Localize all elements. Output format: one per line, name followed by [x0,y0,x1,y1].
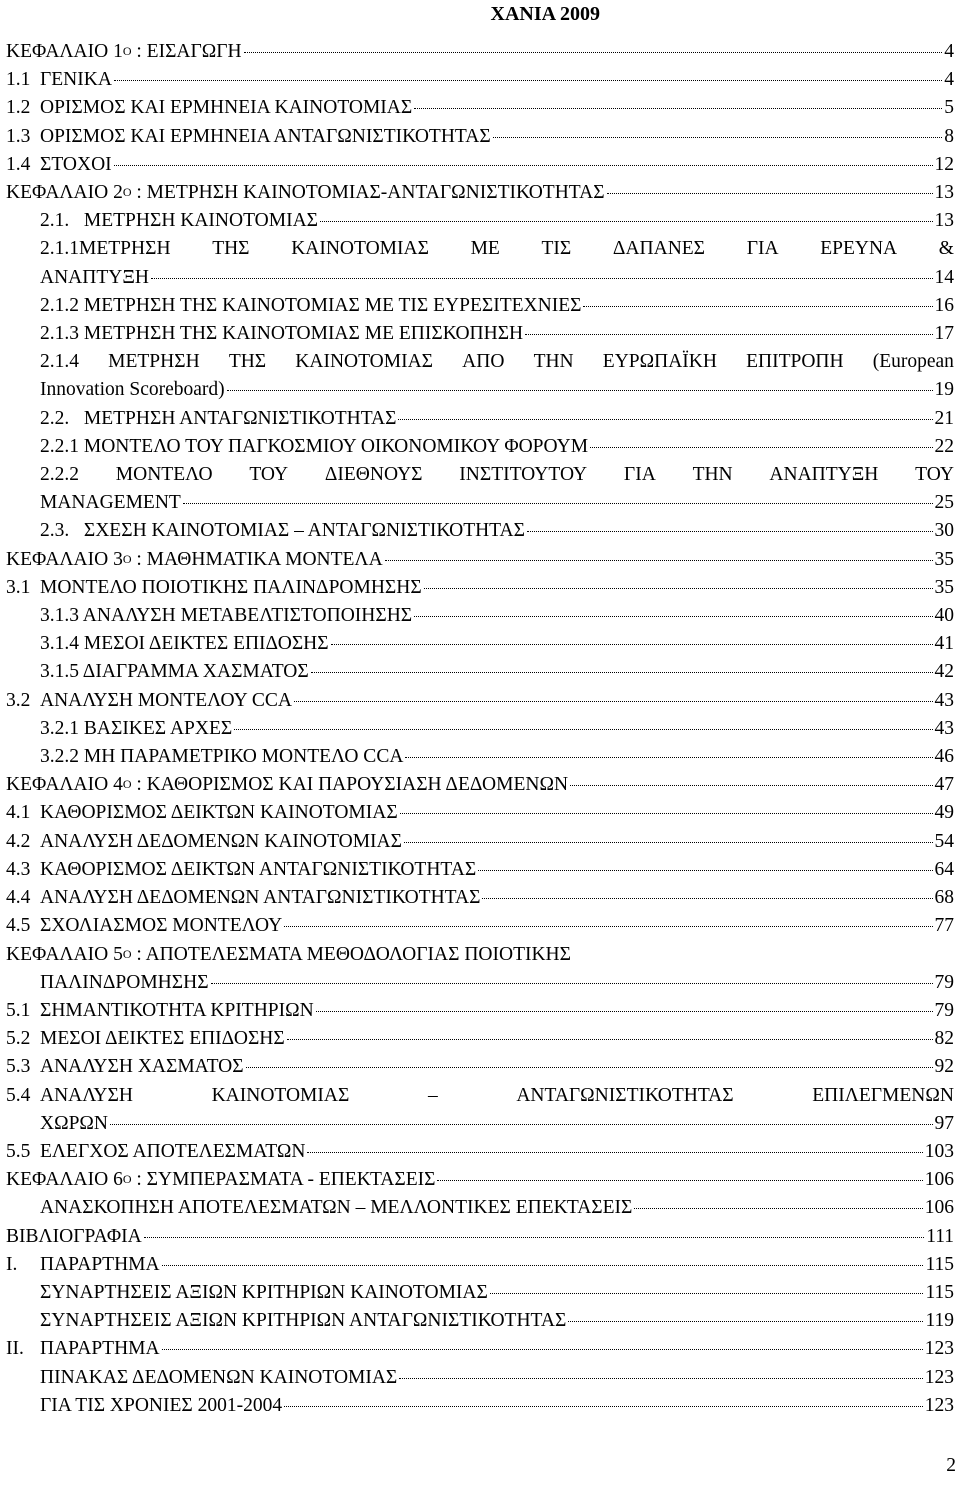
toc-entry[interactable] [6,884,954,912]
toc-page-number: 68 [934,887,954,909]
dot-leader [110,1124,933,1125]
toc-page-number: 115 [925,1253,954,1275]
toc-entry-line [6,1194,954,1222]
toc-entry[interactable] [6,715,954,743]
toc-entry[interactable] [6,912,954,940]
toc-entry-title: 3.2.1 ΒΑΣΙΚΕΣ ΑΡΧΕΣ [40,717,233,739]
toc-entry[interactable] [6,1223,954,1251]
dot-leader [527,531,933,532]
toc-entry-continuation [6,264,954,292]
dot-leader [568,1321,923,1322]
toc-entry-title: ΠΑΡΑΡΤΗΜΑ [40,1253,160,1275]
toc-entry-title: MANAGEMENT [40,492,181,514]
dot-leader [404,842,933,843]
toc-entry-line [6,94,954,122]
toc-entry-title: ΠΙΝΑΚΑΣ ΔΕΔΟΜΕΝΩΝ ΚΑΙΝΟΤΟΜΙΑΣ [40,1366,398,1388]
toc-page-number: 54 [934,830,954,852]
toc-entry-number: 1.1 [6,69,31,91]
toc-page-number: 35 [934,576,954,598]
dot-leader [144,1237,925,1238]
dot-leader [414,616,932,617]
toc-entry-word: ΑΠΟ [462,351,505,373]
dot-leader [114,80,942,81]
toc-entry[interactable] [6,771,954,799]
toc-entry-number: I. [6,1253,18,1275]
toc-entry[interactable] [6,461,954,517]
toc-entry-line [6,1025,954,1053]
toc-entry-word: 2.1.4 [40,351,79,373]
toc-page-number: 111 [926,1225,954,1247]
dot-leader [311,672,933,673]
toc-entry-line [6,687,954,715]
dot-leader [307,1152,922,1153]
toc-entry[interactable] [6,856,954,884]
toc-page-number: 79 [934,971,954,993]
toc-entry[interactable] [6,602,954,630]
toc-entry-number: 1.4 [6,153,31,175]
toc-entry-title: ΓΕΝΙΚΑ [40,69,112,91]
toc-entry-word: ΤΗΣ [212,238,250,260]
toc-entry-line [6,66,954,94]
dot-leader [316,1011,933,1012]
toc-entry[interactable] [6,1025,954,1053]
toc-page-number: 40 [934,605,954,627]
toc-entry-title: ΣΤΟΧΟΙ [40,153,112,175]
toc-page-number: 79 [934,999,954,1021]
dot-leader [607,193,933,194]
toc-entry-title: ΟΡΙΣΜΟΣ ΚΑΙ ΕΡΜΗΝΕΙΑ ΚΑΙΝΟΤΟΜΙΑΣ [40,97,413,119]
toc-entry[interactable] [6,941,954,997]
toc-page-number: 5 [944,97,954,119]
toc-entry-line [6,207,954,235]
toc-entry-continuation [6,376,954,404]
toc-entry-word: ΕΡΕΥΝΑ [820,238,898,260]
dot-leader [385,560,933,561]
toc-page-number: 47 [934,774,954,796]
toc-page-number: 8 [944,125,954,147]
toc-entry-line [6,1279,954,1307]
toc-entry-title-line [6,1082,954,1110]
toc-page-number: 92 [934,1056,954,1078]
toc-entry-word: ΜΟΝΤΕΛΟ [115,464,213,486]
toc-entry-title: : ΜΕΤΡΗΣΗ ΚΑΙΝΟΤΟΜΙΑΣ-ΑΝΤΑΓΩΝΙΣΤΙΚΟΤΗΤΑΣ [131,182,605,204]
toc-entry-line [6,828,954,856]
dot-leader [414,108,942,109]
toc-page-number: 4 [944,69,954,91]
toc-entry-title: ΑΝΑΠΤΥΞΗ [40,266,149,288]
toc-page-number: 17 [934,323,954,345]
toc-entry-title: ΣΥΝΑΡΤΗΣΕΙΣ ΑΞΙΩΝ ΚΡΙΤΗΡΙΩΝ ΑΝΤΑΓΩΝΙΣΤΙΚΟΤΗΤΑΣ [40,1310,567,1332]
chapter-label: ΚΕΦΑΛΑΙΟ 5 [6,943,123,965]
toc-entry-title: ΣΗΜΑΝΤΙΚΟΤΗΤΑ ΚΡΙΤΗΡΙΩΝ [40,999,314,1021]
toc-entry-title: 2.1.2 ΜΕΤΡΗΣΗ ΤΗΣ ΚΑΙΝΟΤΟΜΙΑΣ ΜΕ ΤΙΣ ΕΥΡΕΣΙΤΕΧΝΙΕΣ [40,294,582,316]
toc-entry-line [6,1138,954,1166]
page-number: 2 [946,1455,956,1476]
toc-entry-line [6,602,954,630]
toc-entry[interactable] [6,1251,954,1279]
dot-leader [227,390,933,391]
toc-entry-title-line [6,235,954,263]
dot-leader [294,701,933,702]
toc-page-number: 115 [925,1281,954,1303]
toc-entry-title: ΠΑΛΙΝΔΡΟΜΗΣΗΣ [40,971,209,993]
toc-entry-title: 3.1.4 ΜΕΣΟΙ ΔΕΙΚΤΕΣ ΕΠΙΔΟΣΗΣ [40,633,329,655]
toc-entry[interactable] [6,517,954,545]
toc-page-number: 19 [934,379,954,401]
toc-entry[interactable] [6,1194,954,1222]
dot-leader [405,757,932,758]
toc-entry[interactable] [6,630,954,658]
dot-leader [183,503,933,504]
toc-page-number: 25 [934,492,954,514]
toc-entry-title: : ΑΠΟΤΕΛΕΣΜΑΤΑ ΜΕΘΟΔΟΛΟΓΙΑΣ ΠΟΙΟΤΙΚΗΣ [131,943,571,965]
toc-page-number: 13 [934,210,954,232]
toc-entry-word: ΑΝΤΑΓΩΝΙΣΤΙΚΟΤΗΤΑΣ [516,1084,734,1106]
toc-entry[interactable] [6,320,954,348]
toc-entry-line [6,1053,954,1081]
toc-page-number: 77 [934,915,954,937]
toc-entry-number: 3.2 [6,689,31,711]
toc-entry-word: ΙΝΣΤΙΤΟΥΤΟΥ [459,464,588,486]
toc-entry-title: 3.1.5 ΔΙΑΓΡΑΜΜΑ ΧΑΣΜΑΤΟΣ [40,661,309,683]
toc-entry-title: 2.1.3 ΜΕΤΡΗΣΗ ΤΗΣ ΚΑΙΝΟΤΟΜΙΑΣ ΜΕ ΕΠΙΣΚΟΠΗΣΗ [40,323,524,345]
dot-leader [525,334,932,335]
toc-entry-number: 4.3 [6,858,31,880]
toc-entry-word: ΚΑΙΝΟΤΟΜΙΑΣ [211,1084,350,1106]
toc-page-number: 97 [934,1112,954,1134]
toc-entry-word: ΕΠΙΛΕΓΜΕΝΩΝ [812,1084,954,1106]
toc-entry[interactable] [6,1138,954,1166]
chapter-label: ΚΕΦΑΛΑΙΟ 3 [6,548,123,570]
toc-entry-title: Innovation Scoreboard) [40,379,225,401]
toc-entry-title: 2.3. ΣΧΕΣΗ ΚΑΙΝΟΤΟΜΙΑΣ – ΑΝΤΑΓΩΝΙΣΤΙΚΟΤΗΤΑΣ [40,520,525,542]
toc-page-number: 30 [934,520,954,542]
toc-entry-word: – [427,1084,438,1106]
toc-entry-line [6,912,954,940]
toc-entry-word: ΤΙΣ [541,238,572,260]
dot-leader [320,221,933,222]
toc-entry-word: ΤΗΝ [533,351,574,373]
toc-entry-line [6,715,954,743]
toc-entry[interactable] [6,405,954,433]
toc-page-number: 119 [925,1310,954,1332]
toc-entry-line [6,1392,954,1420]
toc-entry[interactable] [6,1082,954,1138]
dot-leader [244,52,943,53]
dot-leader [162,1349,923,1350]
chapter-label: ΚΕΦΑΛΑΙΟ 4 [6,774,123,796]
toc-entry-continuation [6,489,954,517]
toc-entry-line [6,1307,954,1335]
toc-entry-word: ΤΟΥ [915,464,954,486]
toc-entry-line [6,1364,954,1392]
toc-entry-word: (European [872,351,954,373]
dot-leader [400,813,933,814]
document-header: ΧΑΝΙΑ 2009 [490,3,600,25]
toc-entry-line: ΚΕΦΑΛΑΙΟ 5 $^O$ : ΑΠΟΤΕΛΕΣΜΑΤΑ ΜΕΘΟΔΟΛΟΓΙΑΣ ΠΟΙΟΤΙΚΗΣ [6,941,954,969]
toc-entry[interactable] [6,66,954,94]
toc-entry-title: ΚΑΘΟΡΙΣΜΟΣ ΔΕΙΚΤΩΝ ΑΝΤΑΓΩΝΙΣΤΙΚΟΤΗΤΑΣ [40,858,477,880]
toc-entry-line [6,433,954,461]
toc-entry-title: ΕΛΕΓΧΟΣ ΑΠΟΤΕΛΕΣΜΑΤΩΝ [40,1140,306,1162]
dot-leader [162,1265,924,1266]
toc-entry-line [6,630,954,658]
toc-entry-continuation [6,969,954,997]
toc-entry-title: : ΜΑΘΗΜΑΤΙΚΑ ΜΟΝΤΕΛΑ [131,548,383,570]
toc-page-number: 103 [924,1140,954,1162]
toc-entry-line [6,658,954,686]
toc-entry-line [6,1335,954,1363]
toc-entry-word: ΚΑΙΝΟΤΟΜΙΑΣ [295,351,434,373]
toc-entry-line: ΚΕΦΑΛΑΙΟ 4 $^O$ : ΚΑΘΟΡΙΣΜΟΣ ΚΑΙ ΠΑΡΟΥΣΙΑΣΗ ΔΕΔΟΜΕΝΩΝ 47 [6,771,954,799]
toc-page-number: 49 [934,802,954,824]
toc-page-number: 43 [934,717,954,739]
dot-leader [424,588,933,589]
toc-entry-word: ΔΑΠΑΝΕΣ [612,238,706,260]
toc-entry[interactable] [6,94,954,122]
dot-leader [493,137,943,138]
toc-entry[interactable] [6,433,954,461]
toc-entry-title: ΠΑΡΑΡΤΗΜΑ [40,1338,160,1360]
toc-entry[interactable] [6,151,954,179]
toc-entry-number: 5.2 [6,1028,31,1050]
toc-entry-title: ΑΝΑΣΚΟΠΗΣΗ ΑΠΟΤΕΛΕΣΜΑΤΩΝ – ΜΕΛΛΟΝΤΙΚΕΣ ΕΠΕΚΤΑΣΕΙΣ [40,1197,633,1219]
toc-page-number: 42 [934,661,954,683]
dot-leader [284,926,932,927]
toc-entry-title: ΑΝΑΛΥΣΗ ΜΟΝΤΕΛΟΥ CCA [40,689,292,711]
toc-entry-number: 5.1 [6,999,31,1021]
toc-entry[interactable] [6,179,954,207]
toc-page-number: 106 [924,1169,954,1191]
toc-entry[interactable] [6,574,954,602]
toc-entry-line [6,292,954,320]
toc-entry-word: ΑΝΑΛΥΣΗ [40,1084,133,1106]
toc-entry-word: ΕΥΡΩΠΑΪΚΗ [602,351,717,373]
toc-entry-title: ΧΩΡΩΝ [40,1112,108,1134]
toc-entry[interactable] [6,1364,954,1392]
dot-leader [114,165,933,166]
toc-entry-title: ΚΑΘΟΡΙΣΜΟΣ ΔΕΙΚΤΩΝ ΚΑΙΝΟΤΟΜΙΑΣ [40,802,398,824]
toc-page-number: 14 [934,266,954,288]
toc-entry-line [6,574,954,602]
toc-entry[interactable] [6,997,954,1025]
toc-page-number: 21 [934,407,954,429]
toc-entry[interactable] [6,38,954,66]
toc-entry-title: 2.2. ΜΕΤΡΗΣΗ ΑΝΤΑΓΩΝΙΣΤΙΚΟΤΗΤΑΣ [40,407,397,429]
dot-leader [246,1067,933,1068]
toc-entry-line [6,997,954,1025]
toc-entry-title: 3.2.2 ΜΗ ΠΑΡΑΜΕΤΡΙΚΟ ΜΟΝΤΕΛΟ CCA [40,746,404,768]
toc-page-number: 46 [934,746,954,768]
toc-entry-title: : ΕΙΣΑΓΩΓΗ [131,41,242,62]
dot-leader [399,1378,922,1379]
toc-entry[interactable] [6,687,954,715]
toc-entry[interactable] [6,1392,954,1420]
toc-entry-title: 2.2.1 ΜΟΝΤΕΛΟ ΤΟΥ ΠΑΓΚΟΣΜΙΟΥ ΟΙΚΟΝΟΜΙΚΟΥ ΦΟΡΟΥΜ [40,435,589,457]
toc-entry[interactable] [6,292,954,320]
toc-entry-number: 5.5 [6,1140,31,1162]
dot-leader [634,1208,922,1209]
toc-entry-line [6,123,954,151]
toc-entry-line [6,799,954,827]
toc-entry-line: ΚΕΦΑΛΑΙΟ 1 $^O$ : ΕΙΣΑΓΩΓΗ 4 [6,38,954,66]
toc-page-number: 12 [934,153,954,175]
toc-entry-line [6,743,954,771]
toc-entry[interactable] [6,1053,954,1081]
chapter-label: ΚΕΦΑΛΑΙΟ 2 [6,182,123,204]
toc-entry-line: ΚΕΦΑΛΑΙΟ 3 $^O$ : ΜΑΘΗΜΑΤΙΚΑ ΜΟΝΤΕΛΑ 35 [6,546,954,574]
dot-leader [287,1039,933,1040]
dot-leader [482,898,932,899]
toc-entry-line [6,1251,954,1279]
toc-entry-number: 1.2 [6,97,31,119]
toc-entry[interactable] [6,348,954,404]
toc-entry-word: ΤΗΣ [228,351,267,373]
toc-page-number: 41 [934,633,954,655]
dot-leader [590,447,932,448]
dot-leader [583,306,932,307]
toc-page-number: 43 [934,689,954,711]
toc-entry-title: : ΚΑΘΟΡΙΣΜΟΣ ΚΑΙ ΠΑΡΟΥΣΙΑΣΗ ΔΕΔΟΜΕΝΩΝ [131,774,569,796]
toc-entry-line [6,856,954,884]
toc-entry-title: : ΣΥΜΠΕΡΑΣΜΑΤΑ - ΕΠΕΚΤΑΣΕΙΣ [131,1169,436,1191]
toc-entry-word: ΤΗΝ [692,464,733,486]
toc-entry-word: & [938,238,954,260]
toc-entry-word: ΜΕΤΡΗΣΗ [108,351,200,373]
toc-entry-number: 5.4 [6,1084,31,1106]
toc-entry[interactable] [6,828,954,856]
dot-leader [211,983,933,984]
toc-entry-line [6,1223,954,1251]
toc-entry[interactable] [6,658,954,686]
toc-entry-number: 4.5 [6,915,31,937]
toc-entry[interactable] [6,1279,954,1307]
dot-leader [234,729,932,730]
dot-leader [284,1406,923,1407]
toc-entry-word: ΔΙΕΘΝΟΥΣ [324,464,423,486]
toc-page-number: 82 [934,1028,954,1050]
toc-page-number: 4 [944,41,954,62]
toc-entry-line: ΚΕΦΑΛΑΙΟ 6 $^O$ : ΣΥΜΠΕΡΑΣΜΑΤΑ - ΕΠΕΚΤΑΣΕΙΣ 106 [6,1166,954,1194]
toc-entry-title: ΣΧΟΛΙΑΣΜΟΣ ΜΟΝΤΕΛΟΥ [40,915,283,937]
toc-entry-title: ΑΝΑΛΥΣΗ ΧΑΣΜΑΤΟΣ [40,1056,244,1078]
toc-page-number: 123 [924,1366,954,1388]
chapter-label: ΚΕΦΑΛΑΙΟ 6 [6,1169,123,1191]
toc-entry-title-line [6,461,954,489]
toc-entry[interactable] [6,207,954,235]
toc-page-number: 123 [924,1338,954,1360]
toc-entry-line [6,320,954,348]
toc-entry-number: 4.4 [6,887,31,909]
toc-entry-number: 4.1 [6,802,31,824]
toc-entry-word: 2.1.1ΜΕΤΡΗΣΗ [40,238,171,260]
toc-entry-line [6,517,954,545]
toc-entry[interactable] [6,799,954,827]
toc-page-number: 106 [924,1197,954,1219]
toc-page-number: 35 [934,548,954,570]
toc-entry[interactable] [6,123,954,151]
toc-entry-word: ΤΟΥ [249,464,289,486]
toc-page-number: 64 [934,858,954,880]
toc-page-number: 123 [924,1394,954,1416]
toc-entry-title: ΟΡΙΣΜΟΣ ΚΑΙ ΕΡΜΗΝΕΙΑ ΑΝΤΑΓΩΝΙΣΤΙΚΟΤΗΤΑΣ [40,125,491,147]
toc-entry-line [6,151,954,179]
toc-entry-number: II. [6,1338,24,1360]
toc-entry-word: ΓΙΑ [746,238,779,260]
toc-entry-line [6,405,954,433]
toc-entry-title: ΑΝΑΛΥΣΗ ΔΕΔΟΜΕΝΩΝ ΑΝΤΑΓΩΝΙΣΤΙΚΟΤΗΤΑΣ [40,887,481,909]
toc-entry-title: ΣΥΝΑΡΤΗΣΕΙΣ ΑΞΙΩΝ ΚΡΙΤΗΡΙΩΝ ΚΑΙΝΟΤΟΜΙΑΣ [40,1281,488,1303]
dot-leader [331,644,933,645]
toc-entry-title: 3.1.3 ΑΝΑΛΥΣΗ ΜΕΤΑΒΕΛΤΙΣΤΟΠΟΙΗΣΗΣ [40,605,413,627]
dot-leader [437,1180,922,1181]
toc-entry-title: 2.1. ΜΕΤΡΗΣΗ ΚΑΙΝΟΤΟΜΙΑΣ [40,210,318,232]
dot-leader [490,1293,924,1294]
dot-leader [398,419,932,420]
toc-entry-title: ΜΕΣΟΙ ΔΕΙΚΤΕΣ ΕΠΙΔΟΣΗΣ [40,1028,285,1050]
toc-page-number: 13 [934,182,954,204]
toc-entry-number: 3.1 [6,576,31,598]
toc-entry[interactable] [6,1335,954,1363]
toc-entry-number: 4.2 [6,830,31,852]
toc-entry-word: 2.2.2 [40,464,79,486]
toc-entry-word: ΚΑΙΝΟΤΟΜΙΑΣ [291,238,429,260]
toc-entry[interactable] [6,235,954,291]
toc-entry[interactable] [6,1166,954,1194]
toc-entry-number: 1.3 [6,125,31,147]
toc-entry-continuation [6,1110,954,1138]
toc-entry[interactable] [6,1307,954,1335]
dot-leader [570,785,932,786]
toc-entry-word: ΜΕ [470,238,500,260]
chapter-label: ΚΕΦΑΛΑΙΟ 1 [6,41,123,62]
toc-entry-word: ΓΙΑ [623,464,656,486]
table-of-contents [6,38,954,1420]
toc-entry[interactable] [6,546,954,574]
toc-entry-title: ΓΙΑ ΤΙΣ ΧΡΟΝΙΕΣ 2001-2004 [40,1394,283,1416]
toc-page-number: 22 [934,435,954,457]
toc-entry[interactable] [6,743,954,771]
toc-page-number: 16 [934,294,954,316]
dot-leader [151,278,933,279]
dot-leader [478,870,932,871]
toc-entry-title: ΑΝΑΛΥΣΗ ΔΕΔΟΜΕΝΩΝ ΚΑΙΝΟΤΟΜΙΑΣ [40,830,402,852]
toc-entry-line [6,884,954,912]
toc-entry-line: ΚΕΦΑΛΑΙΟ 2 $^O$ : ΜΕΤΡΗΣΗ ΚΑΙΝΟΤΟΜΙΑΣ-ΑΝΤΑΓΩΝΙΣΤΙΚΟΤΗΤΑΣ 13 [6,179,954,207]
toc-entry-title-line [6,348,954,376]
toc-entry-title: ΜΟΝΤΕΛΟ ΠΟΙΟΤΙΚΗΣ ΠΑΛΙΝΔΡΟΜΗΣΗΣ [40,576,422,598]
toc-entry-word: ΑΝΑΠΤΥΞΗ [769,464,879,486]
toc-entry-title: ΒΙΒΛΙΟΓΡΑΦΙΑ [6,1225,142,1247]
toc-entry-word: ΕΠΙΤΡΟΠΗ [746,351,844,373]
toc-entry-number: 5.3 [6,1056,31,1078]
